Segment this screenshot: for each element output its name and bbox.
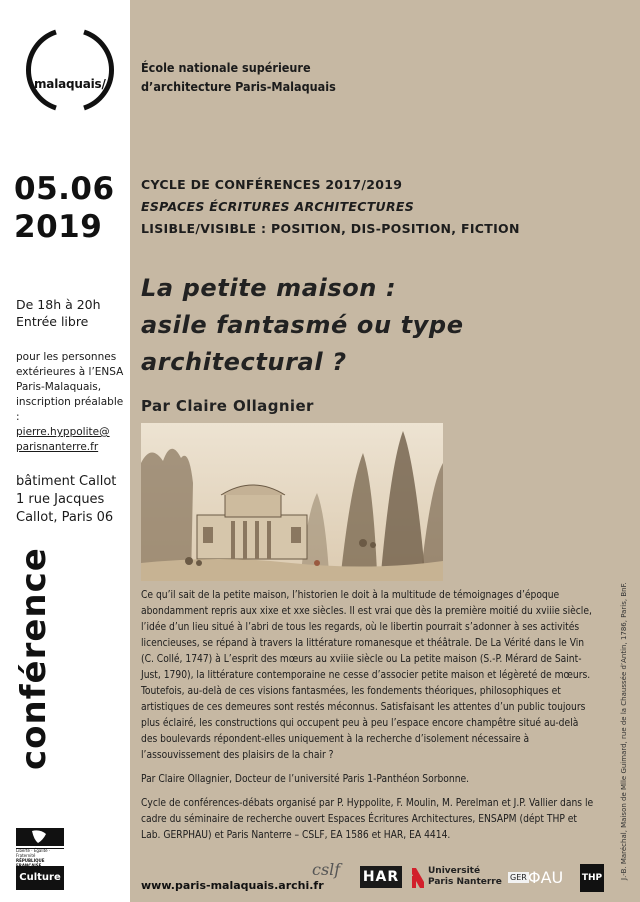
school-line-2: d’architecture Paris-Malaquais [141,79,336,94]
nanterre-line-2: Paris Nanterre [428,877,502,887]
cslf-text: cslf [312,860,341,879]
school-line-1: École nationale supérieure [141,60,311,75]
conference-vertical-label: conférence [14,547,54,770]
nanterre-line-1: Université [428,866,481,876]
har-logo [360,866,402,888]
event-date [14,170,115,246]
reg-line: pour les personnes [16,351,117,363]
reg-line: Paris-Malaquais, [16,381,102,393]
speaker-credit: Par Claire Ollagnier, Docteur de l’université Paris 1-Panthéon Sorbonne. [141,774,470,785]
cycle-line-1: CYCLE DE CONFÉRENCES 2017/2019 [141,177,403,192]
entry-info: Entrée libre [16,314,89,329]
culture-logo: Culture [16,866,64,890]
har-text: HAR [362,869,400,885]
rf-name: RÉPUBLIQUE [16,858,45,863]
registration-email-line-1[interactable]: pierre.hyppolite@ [16,426,110,438]
address-line: 1 rue Jacques [16,492,105,507]
title-line-2: asile fantasmé ou type [141,311,464,339]
logo-arc-icon [14,20,126,120]
cycle-heading [141,174,520,240]
cycle-line-3: LISIBLE/VISIBLE : POSITION, DIS-POSITION, FICTION [141,221,520,236]
title-line-3: architectural ? [141,348,347,376]
cslf-logo [312,860,340,879]
organizers-paragraph: Cycle de conférences-débats organisé par P. Hyppolite, F. Moulin, M. Perelman et J.P. Vallier dans le cadre du séminaire de recherche ouvert Espaces Écritures Architectures, ENSAPM (dépt THP et Lab. GERPHAU) et Paris Nanterre – CSLF, EA 1586 et HAR, EA 4414. [141,798,594,841]
ger-text: GER [510,873,527,882]
maison-guimard-drawing [141,423,443,581]
republique-francaise-logo [16,828,64,862]
website-link[interactable]: www.paris-malaquais.archi.fr [141,879,324,892]
registration-info [16,350,128,455]
logo-wordmark: malaquais/ [34,77,106,91]
lecture-author: Par Claire Ollagnier [141,397,314,415]
image-caption: J.-B. Maréchal, Maison de Mlle Guimard, rue de la Chaussée d’Antin, 1786, Paris, BnF. [620,582,628,880]
address-line: Callot, Paris 06 [16,510,114,525]
date-year: 2019 [14,209,103,245]
reg-line: inscription préalable : [16,396,124,423]
time-range: De 18h à 20h [16,297,101,312]
paris-nanterre-logo [412,866,504,892]
gerphau-logo [508,868,572,892]
venue-address [16,473,116,527]
nanterre-mark-icon [412,868,424,888]
partner-logos [312,858,612,894]
lecture-description [141,588,596,852]
rf-motto: Liberté · Égalité · Fraternité [16,848,51,858]
registration-email-line-2[interactable]: parisnanterre.fr [16,441,99,453]
malaquais-logo [14,20,126,120]
phau-text: ΦAU [528,868,564,887]
date-day-month: 05.06 [14,171,115,207]
event-time [16,296,101,330]
thp-text: THP [581,873,603,883]
title-line-1: La petite maison : [141,274,397,302]
cycle-line-2: ESPACES ÉCRITURES ARCHITECTURES [141,199,415,214]
school-name [141,58,336,96]
reg-line: extérieures à l’ENSA [16,366,124,378]
address-line: bâtiment Callot [16,474,117,489]
description-paragraph: Ce qu’il sait de la petite maison, l’historien le doit à la multitude de témoignages d’époque abondamment repris aux xixe et xxe siècles. Il est vrai que dès la première moitié du xviiie siècle, l’idée d’un lieu situé à l’abri de tous les regards, où le libertin pourrait s’adonner à ses activités licencieuses, se répand à travers la littérature romanesque et théâtrale. De La Vérité dans le Vin (C. Collé, 1747) à L’esprit des mœurs au xviiie siècle ou La petite maison (S.-P. Mérard de Saint-Just, 1790), la littérature contemporaine ne cesse d’associer petite maison et légèreté de mœurs. Toutefois, au-delà de ces visions fantasmées, les fondements théoriques, philosophiques et artistiques de ces demeures sont restés méconnus. Satisfaisant les attentes d’un public toujours plus éclairé, les constructions qui occupent peu à peu l’espace encore champêtre situé au-delà des boulevards répondent-elles uniquement à la recherche d’isolement nécessaire à l’assouvissement des plaisirs de la chair ? [141,590,592,761]
thp-logo [580,864,604,892]
lecture-title [141,270,464,381]
